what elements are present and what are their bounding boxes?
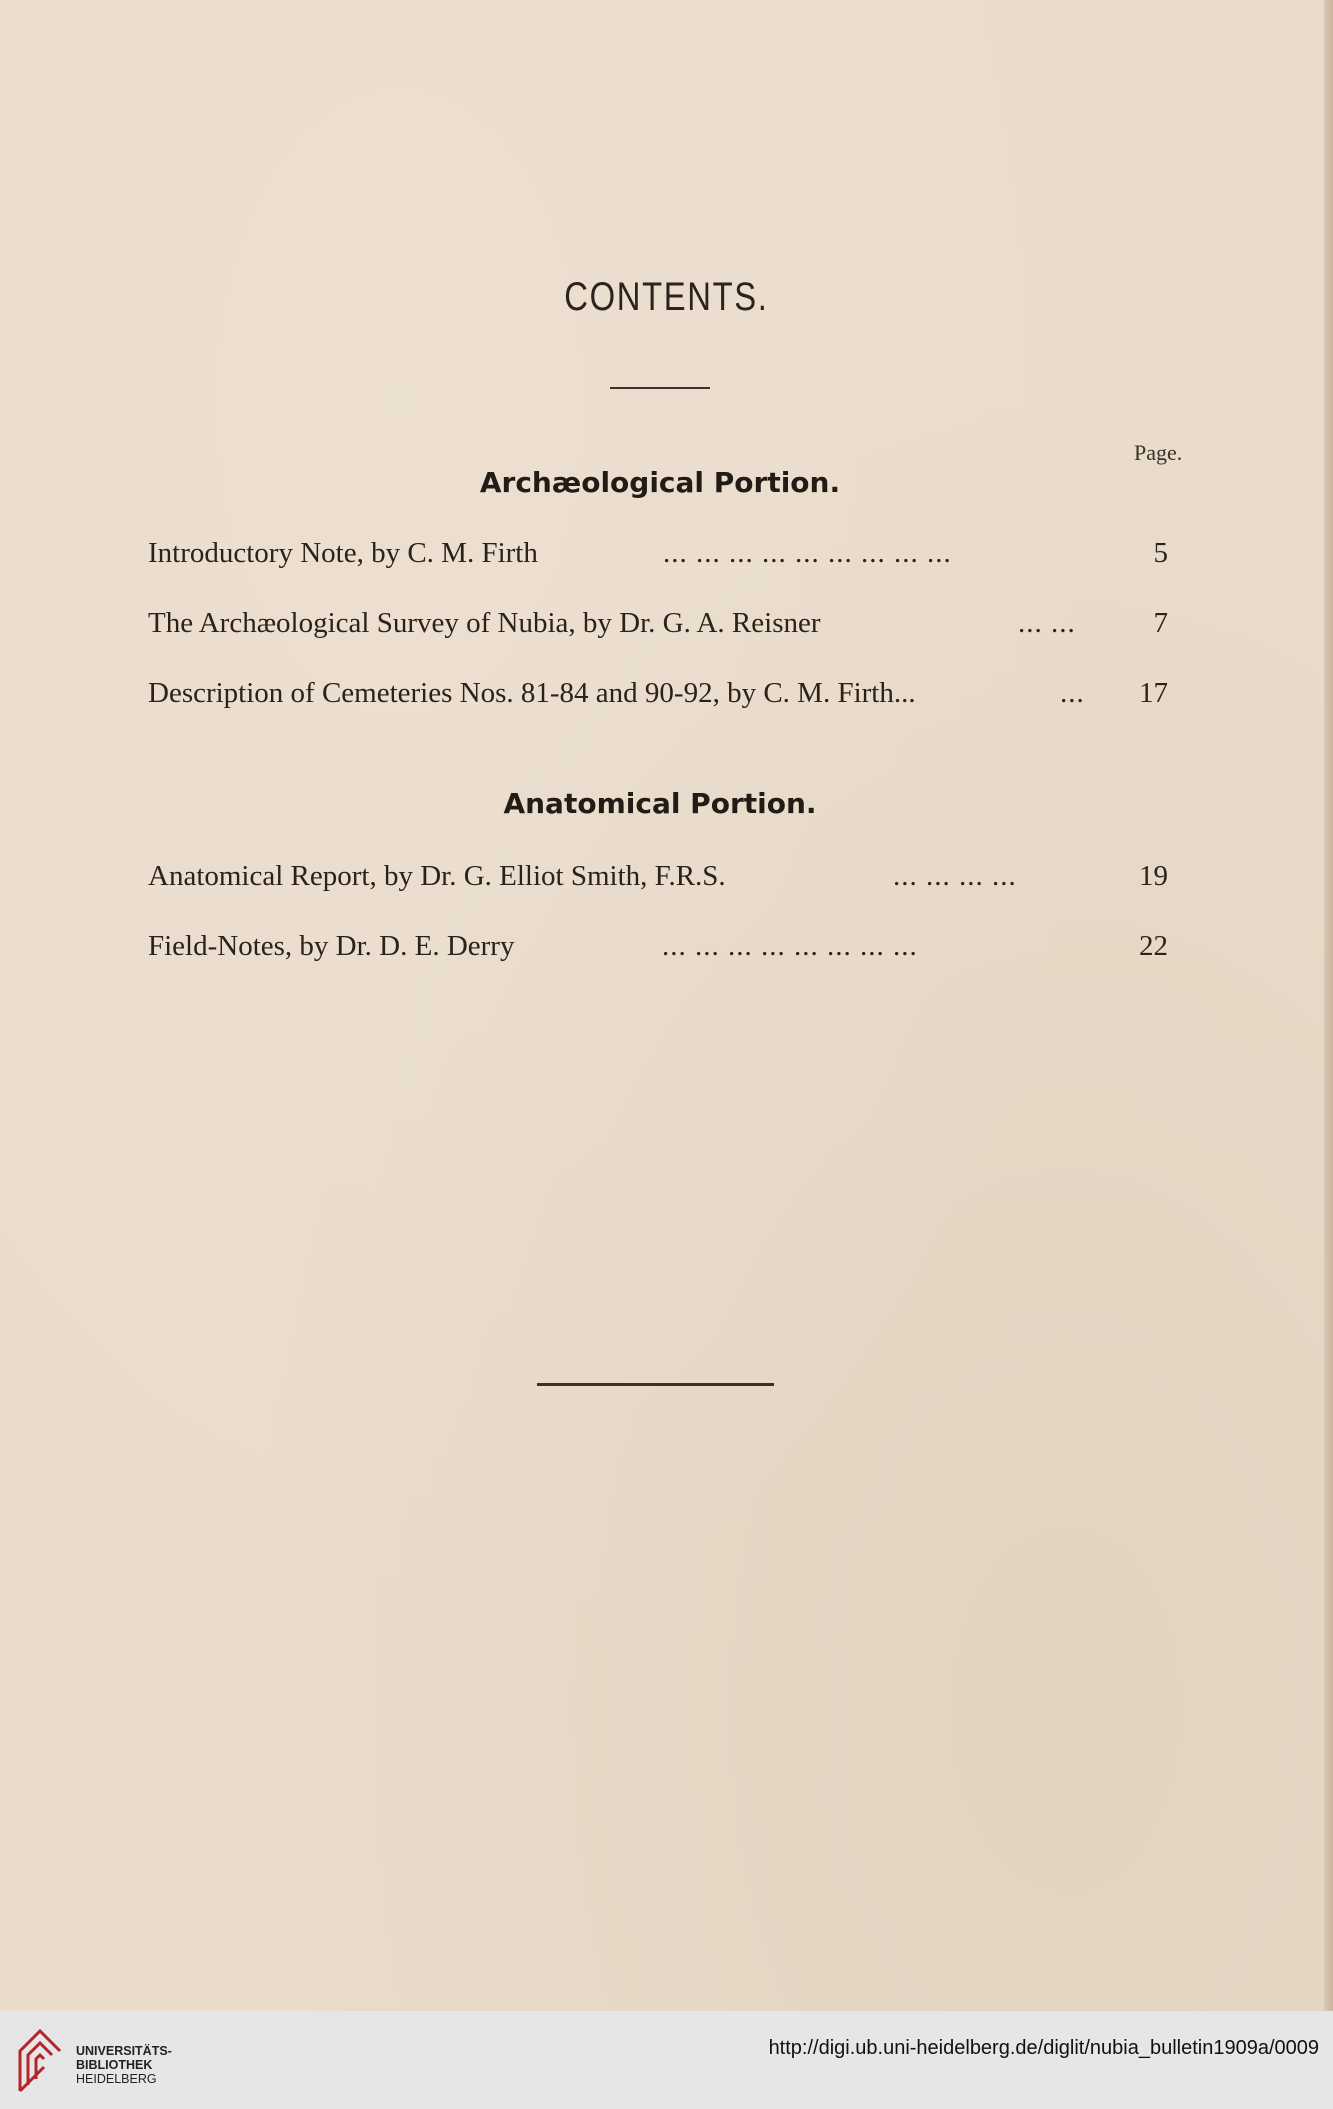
toc-entry-page: 19: [1139, 860, 1168, 892]
viewer-footer: [0, 2011, 1333, 2109]
toc-entry-leaders: ... ... ... ... ... ... ... ...: [662, 930, 918, 962]
toc-entry-leaders: ... ...: [1018, 607, 1076, 639]
toc-entry-title: Field-Notes, by Dr. D. E. Derry: [148, 930, 515, 962]
toc-entry[interactable]: [148, 860, 1168, 896]
page-edge-shadow: [1324, 0, 1333, 2011]
toc-entry-page: 22: [1139, 930, 1168, 962]
title-divider: [610, 387, 710, 389]
section-heading-anatomical: Anatomical Portion.: [503, 787, 817, 820]
toc-entry[interactable]: [148, 677, 1168, 713]
library-name-line: HEIDELBERG: [76, 2072, 157, 2086]
toc-entry-leaders: ... ... ... ...: [893, 860, 1017, 892]
toc-entry-title: The Archæological Survey of Nubia, by Dr. G. A. Reisner: [148, 607, 821, 639]
university-library-logo-icon[interactable]: [14, 2025, 66, 2095]
toc-entry-page: 5: [1153, 537, 1168, 569]
permalink-url[interactable]: http://digi.ub.uni-heidelberg.de/diglit/nubia_bulletin1909a/0009: [768, 2037, 1319, 2059]
toc-entry[interactable]: [148, 930, 1168, 966]
toc-entry-title: Anatomical Report, by Dr. G. Elliot Smith, F.R.S.: [148, 860, 726, 892]
section-heading-archaeological: Archæological Portion.: [479, 466, 841, 499]
toc-entry-page: 17: [1139, 677, 1168, 709]
library-name-line: UNIVERSITÄTS-: [76, 2044, 172, 2058]
library-name-line: BIBLIOTHEK: [76, 2058, 153, 2072]
toc-entry-leaders: ... ... ... ... ... ... ... ... ...: [663, 537, 952, 569]
toc-entry-leaders: ...: [1060, 677, 1085, 709]
toc-entry-title: Introductory Note, by C. M. Firth: [148, 537, 538, 569]
toc-entry[interactable]: [148, 607, 1168, 643]
library-name: [76, 2044, 172, 2086]
page-title: CONTENTS.: [564, 275, 769, 319]
toc-entry-title: Description of Cemeteries Nos. 81-84 and 90-92, by C. M. Firth...: [148, 677, 916, 709]
end-divider: [537, 1383, 774, 1386]
toc-entry[interactable]: [148, 537, 1168, 573]
page-column-label: Page.: [1134, 440, 1183, 465]
toc-entry-page: 7: [1153, 607, 1168, 639]
